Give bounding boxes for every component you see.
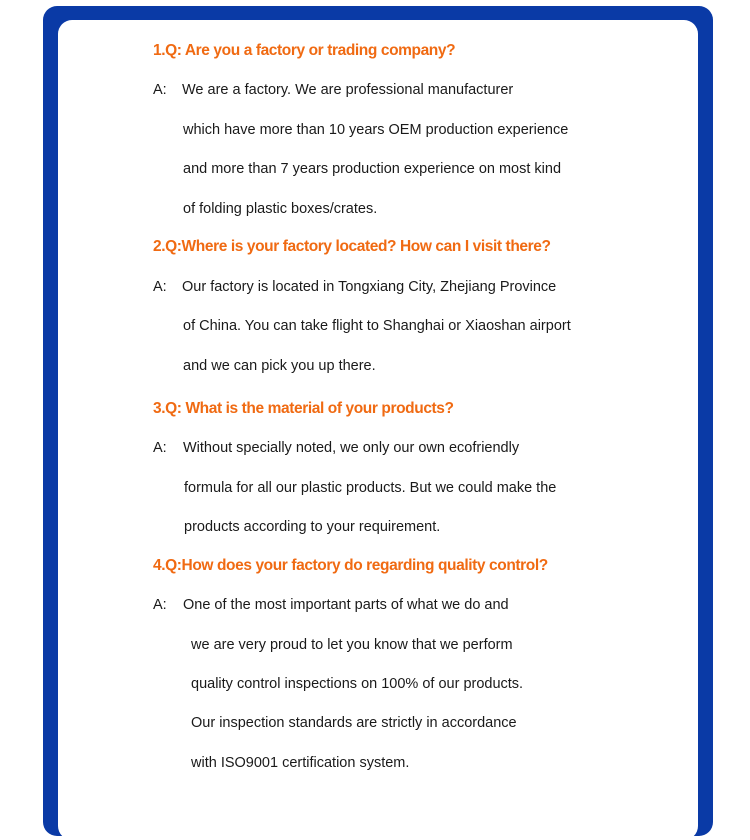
faq-question-3: 3.Q: What is the material of your products? xyxy=(153,400,454,417)
faq-answer-marker-4: A: xyxy=(153,597,167,613)
faq-answer-2-line-2: of China. You can take flight to Shanghai or Xiaoshan airport xyxy=(183,318,571,334)
faq-answer-1-line-2: which have more than 10 years OEM production experience xyxy=(183,122,569,138)
faq-answer-marker-3: A: xyxy=(153,440,167,456)
faq-answer-2-line-3: and we can pick you up there. xyxy=(183,358,376,374)
faq-answer-4-line-2: we are very proud to let you know that we perform xyxy=(191,637,513,653)
faq-answer-1-line-3: and more than 7 years production experience on most kind xyxy=(183,161,562,177)
faq-answer-4-line-3: quality control inspections on 100% of our products. xyxy=(191,676,524,692)
faq-answer-marker-1: A: xyxy=(153,82,167,98)
faq-question-4: 4.Q:How does your factory do regarding quality control? xyxy=(153,557,548,574)
faq-answer-4-line-1: One of the most important parts of what we do and xyxy=(183,597,509,613)
faq-answer-3-line-2: formula for all our plastic products. But we could make the xyxy=(184,480,557,496)
faq-answer-4-line-4: Our inspection standards are strictly in accordance xyxy=(191,715,517,731)
faq-answer-2-line-1: Our factory is located in Tongxiang City, Zhejiang Province xyxy=(182,279,557,295)
faq-question-1: 1.Q: Are you a factory or trading company? xyxy=(153,42,456,59)
faq-answer-marker-2: A: xyxy=(153,279,167,295)
faq-answer-1-line-4: of folding plastic boxes/crates. xyxy=(183,201,378,217)
faq-answer-4-line-5: with ISO9001 certification system. xyxy=(191,755,410,771)
faq-question-2: 2.Q:Where is your factory located? How can I visit there? xyxy=(153,238,551,255)
faq-answer-3-line-3: products according to your requirement. xyxy=(184,519,441,535)
faq-answer-1-line-1: We are a factory. We are professional manufacturer xyxy=(182,82,514,98)
faq-answer-3-line-1: Without specially noted, we only our own ecofriendly xyxy=(183,440,520,456)
